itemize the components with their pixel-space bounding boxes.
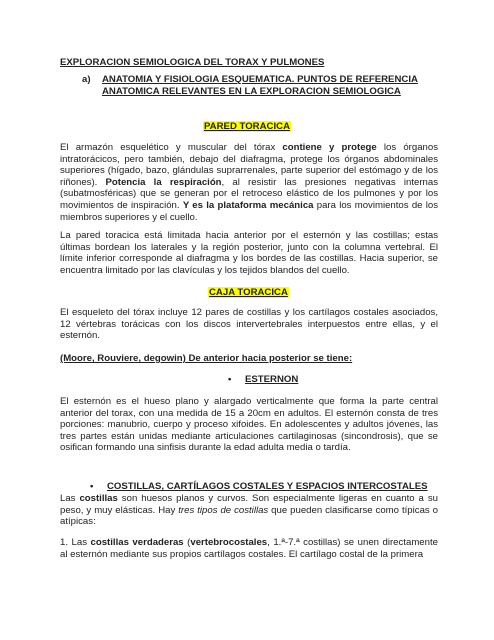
text-run: , 1.ª-7.ª costillas) se unen directamente al esternón mediante sus propios cartílagos costales. El cartílago costal de la primera [60, 537, 438, 560]
subsection-marker: a) [82, 74, 91, 85]
pared-paragraph-1 [60, 142, 438, 223]
costillas-paragraph-2 [60, 537, 438, 560]
caja-paragraph: El esqueleto del tórax incluye 12 pares de costillas y los cartílagos costales asociados, 12 vértebras torácicas con los discos intervertebrales interpuestos entre ellas, y el esternón. [60, 307, 438, 342]
esternon-heading: ESTERNON [245, 374, 299, 385]
esternon-paragraph: El esternón es el hueso plano y alargado verticalmente que forma la parte central anterior del torax, con una medida de 15 a 20cm en adultos. El esternón consta de tres porciones: manubrio, cuerpo y proceso xifoides. En adolescentes y adultos jóvenes, las tres partes están unidas mediante articulaciones cartilaginosas (sincondrosis), que se osifican formando una sinfisis durante la edad adulta media o tardía. [60, 396, 438, 454]
text-run: que pueden clasificarse como típicas o atípicas: [60, 504, 438, 528]
costillas-heading: COSTILLAS, CARTÍLAGOS COSTALES Y ESPACIOS INTERCOSTALES [107, 481, 428, 492]
pared-toracica-heading: PARED TORACICA [204, 121, 290, 132]
text-run: Las [60, 493, 80, 504]
bold-run: Y es la plataforma mecánica [182, 199, 314, 211]
bold-run: contiene y protege [282, 142, 377, 153]
bold-run: costillas verdaderas [90, 537, 184, 548]
bold-run: Potencia la respiración [105, 176, 222, 188]
sources-line: (Moore, Rouviere, degowin) De anterior hacia posterior se tiene: [60, 353, 353, 364]
text-run: , al resistir las presiones negativas internas (subatmosféricas) que se generan por el retroceso elástico de los pulmones y por los movimientos de inspiración. [60, 176, 438, 211]
pared-paragraph-2: La pared toracica está limitada hacia anterior por el esternón y las costillas; estas últimas bordean los laterales y la región posterior, junto con la columna vertebral. El límite inferior corresponde al diafragma y los bordes de las costillas. Hacia superior, se encuentra limitado por las clavículas y los tejidos blandos del cuello. [60, 230, 438, 276]
text-run: son huesos planos y curvos. Son especialmente ligeras en cuanto a su peso, y muy elásticas. Hay [60, 493, 438, 516]
caja-toracica-heading: CAJA TORACICA [209, 287, 288, 298]
document-title: EXPLORACION SEMIOLOGICA DEL TORAX Y PULMONES [60, 57, 325, 68]
bullet-icon: • [90, 481, 94, 492]
text-run: para los movimientos de los miembros superiores y el cuello. [60, 199, 439, 223]
text-run: 1. Las [60, 537, 91, 548]
bold-run: vertebrocostales [190, 537, 268, 548]
text-run: El armazón esquelético y muscular del tórax [60, 142, 283, 153]
costillas-paragraph-1 [60, 493, 438, 528]
italic-run: tres tipos de costillas [178, 504, 269, 516]
subsection-title: ANATOMIA Y FISIOLOGIA ESQUEMATICA. PUNTOS DE REFERENCIA ANATOMICA RELEVANTES EN LA EXPLORACION SEMIOLOGICA [102, 74, 418, 97]
bold-run: costillas [79, 493, 118, 504]
subsection-heading [82, 74, 442, 97]
text-run: ( [183, 537, 191, 548]
bullet-icon: • [228, 374, 232, 385]
text-run: los órganos intratorácicos, pero también, debajo del diafragma, protege los órganos abdominales superiores (hígado, bazo, glándulas suprarrenales, parte superior del estómago y de los riñones). [60, 142, 439, 188]
